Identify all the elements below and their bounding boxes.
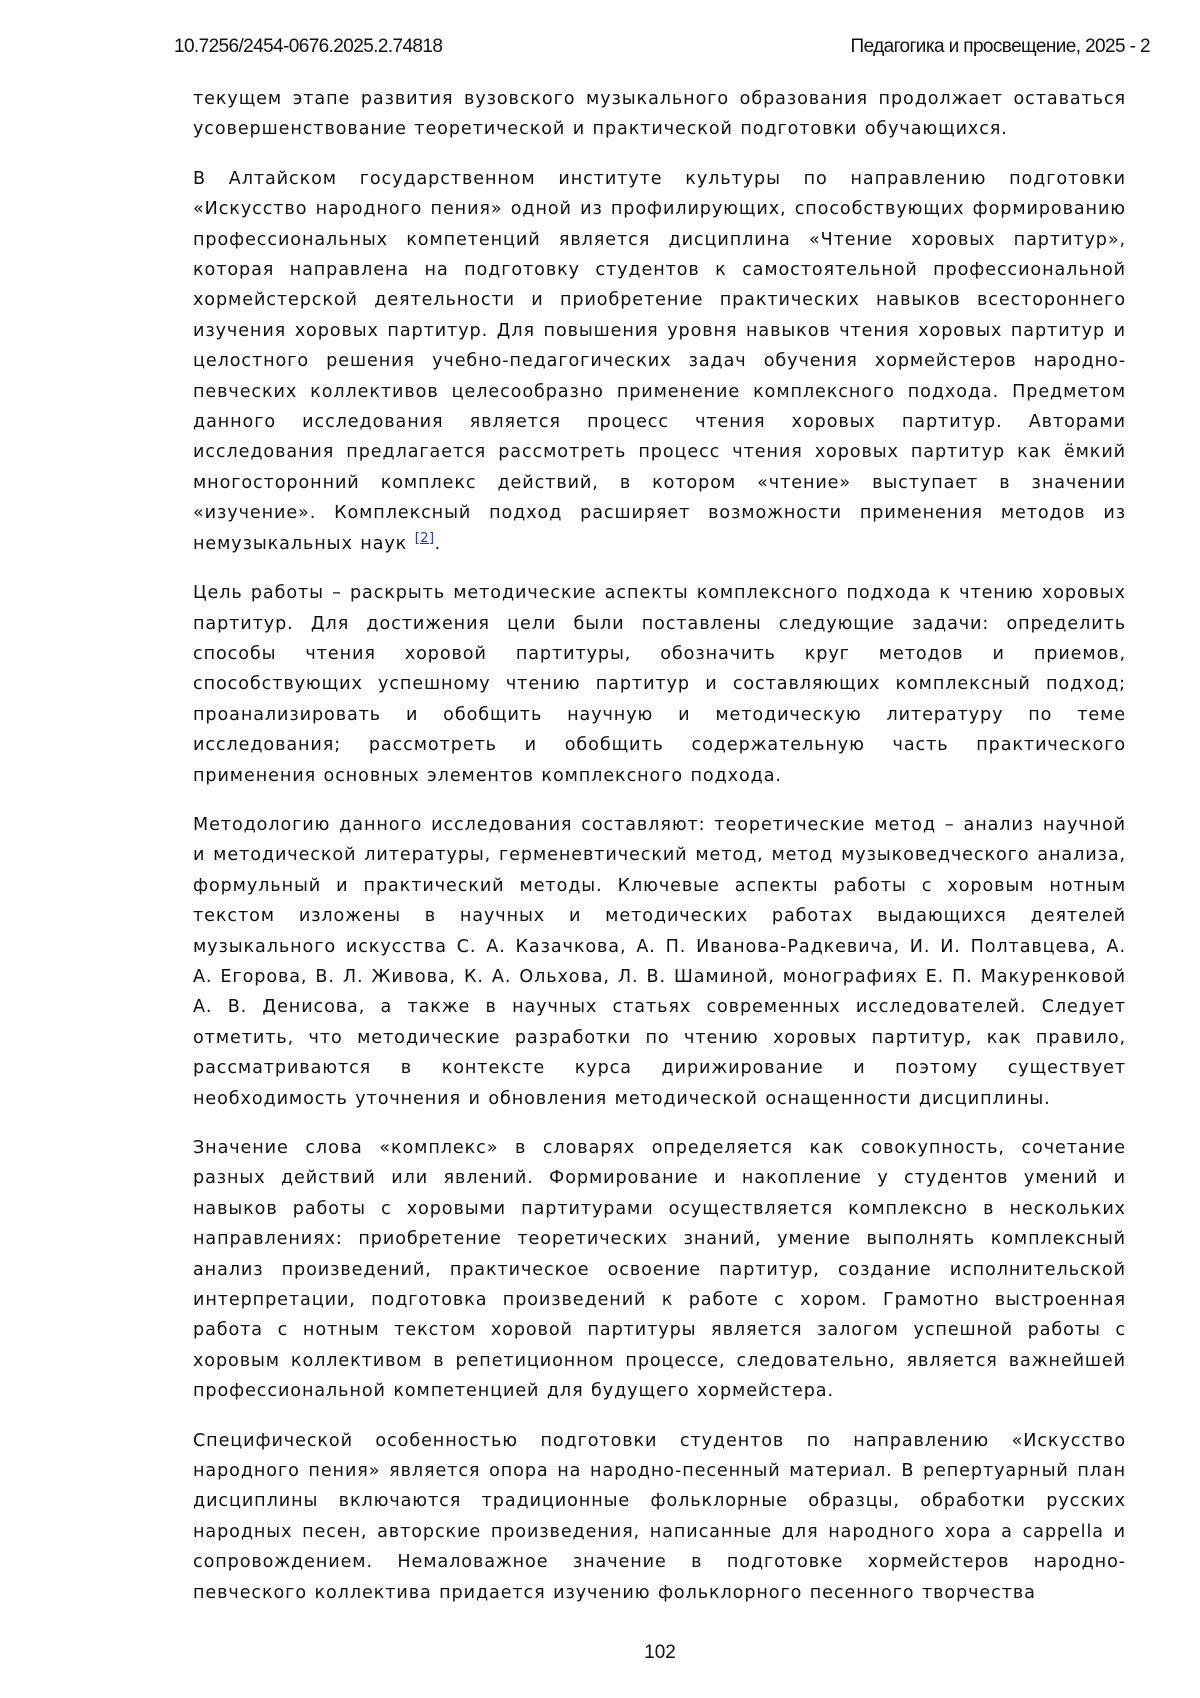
paragraph-5 <box>193 1133 1126 1407</box>
paragraph-2-tail: . <box>435 534 442 554</box>
paragraph-4-text: Методологию данного исследования составляют: теоретические метод – анализ научной и методической литературы, герменевтический метод, метод музыковедческого анализа, формульный и практический методы. Ключевые аспекты работы с хоровым нотным текстом изложены в научных и методических работах выдающихся деятелей музыкального искусства С. А. Казачкова, А. П. Иванова-Радкевича, И. И. Полтавцева, А. А. Егорова, В. Л. Живова, К. А. Ольхова, Л. В. Шаминой, монографиях Е. П. Макуренковой А. В. Денисова, а также в научных статьях современных исследователей. Следует отметить, что методические разработки по чтению хоровых партитур, как правило, рассматриваются в контексте курса дирижирование и поэтому существует необходимость уточнения и обновления методической оснащенности дисциплины. <box>193 815 1126 1109</box>
citation-link-2[interactable]: [2] <box>415 531 435 546</box>
paragraph-1-text: текущем этапе развития вузовского музыкального образования продолжает оставаться усовершенствование теоретической и практической подготовки обучающихся. <box>193 89 1126 139</box>
paragraph-4 <box>193 810 1126 1114</box>
paragraph-3 <box>193 578 1126 791</box>
paragraph-2 <box>193 164 1126 559</box>
paragraph-3-text: Цель работы – раскрыть методические аспекты комплексного подхода к чтению хоровых партитур. Для достижения цели были поставлены следующие задачи: определить способы чтения хоровой партитуры, обозначить круг методов и приемов, способствующих успешному чтению партитур и составляющих комплексный подход; проанализировать и обобщить научную и методическую литературу по теме исследования; рассмотреть и обобщить содержательную часть практического применения основных элементов комплексного подхода. <box>193 583 1126 785</box>
journal-title: Педагогика и просвещение, 2025 - 2 <box>851 36 1150 58</box>
paragraph-2-text: В Алтайском государственном институте культуры по направлению подготовки «Искусство народного пения» одной из профилирующих, способствующих формированию профессиональных компетенций является дисциплина «Чтение хоровых партитур», которая направлена на подготовку студентов к самостоятельной профессиональной хормейстерской деятельности и приобретение практических навыков всестороннего изучения хоровых партитур. Для повышения уровня навыков чтения хоровых партитур и целостного решения учебно-педагогических задач обучения хормейстеров народно-певческих коллективов целесообразно применение комплексного подхода. Предметом данного исследования является процесс чтения хоровых партитур. Авторами исследования предлагается рассмотреть процесс чтения хоровых партитур как ёмкий многосторонний комплекс действий, в котором «чтение» выступает в значении «изучение». Комплексный подход расширяет возможности применения методов из немузыкальных наук <box>193 169 1126 554</box>
doi-label: 10.7256/2454-0676.2025.2.74818 <box>174 36 442 58</box>
article-body <box>193 84 1126 1627</box>
paragraph-5-text: Значение слова «комплекс» в словарях определяется как совокупность, сочетание разных действий или явлений. Формирование и накопление у студентов умений и навыков работы с хоровыми партитурами осуществляется комплексно в нескольких направлениях: приобретение теоретических знаний, умение выполнять комплексный анализ произведений, практическое освоение партитур, создание исполнительской интерпретации, подготовка произведений к работе с хором. Грамотно выстроенная работа с нотным текстом хоровой партитуры является залогом успешной работы с хоровым коллективом в репетиционном процессе, следовательно, является важнейшей профессиональной компетенцией для будущего хормейстера. <box>193 1138 1126 1401</box>
page-header <box>174 36 1150 60</box>
paragraph-6 <box>193 1426 1126 1608</box>
paragraph-6-text: Специфической особенностью подготовки студентов по направлению «Искусство народного пения» является опора на народно-песенный материал. В репертуарный план дисциплины включаются традиционные фольклорные образцы, обработки русских народных песен, авторские произведения, написанные для народного хора a cappella и сопровождением. Немаловажное значение в подготовке хормейстеров народно-певческого коллектива придается изучению фольклорного песенного творчества <box>193 1431 1126 1603</box>
page-number: 102 <box>0 1642 1200 1664</box>
paragraph-1 <box>193 84 1126 145</box>
